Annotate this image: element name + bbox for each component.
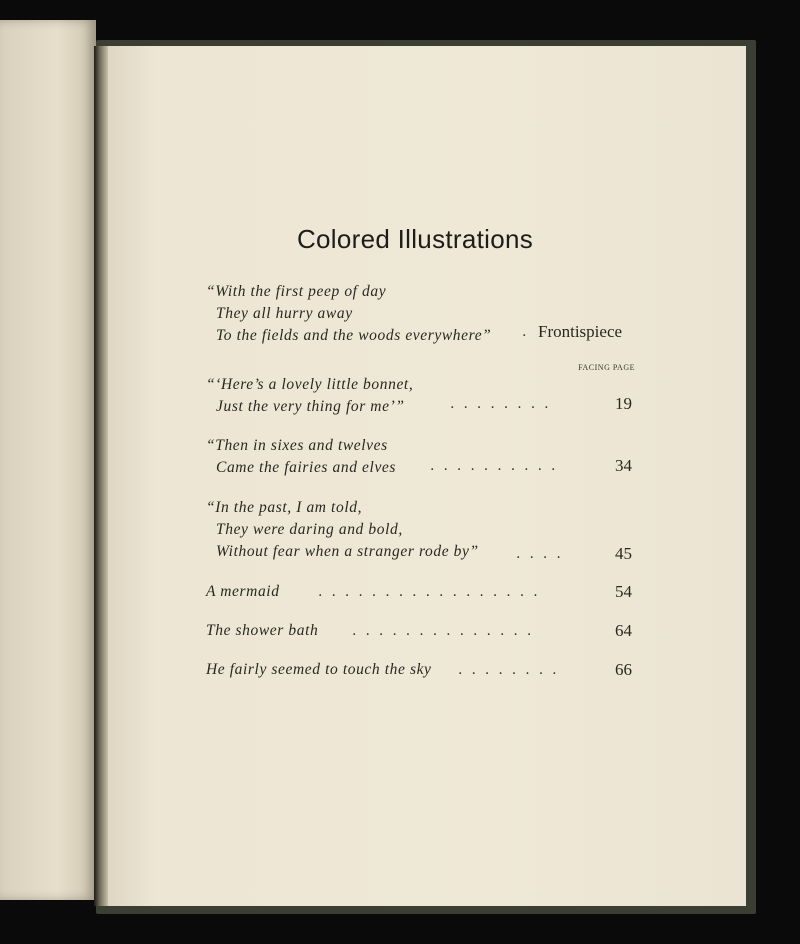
page-number: Frontispiece bbox=[538, 322, 623, 341]
page-number: 19 bbox=[615, 394, 632, 413]
caption-line: Came the fairies and elves bbox=[216, 459, 397, 476]
list-item bbox=[206, 620, 318, 642]
dot-leader: .............. bbox=[352, 623, 541, 639]
caption-line: They were daring and bold, bbox=[216, 521, 403, 538]
dot-leader: .... bbox=[516, 546, 570, 562]
book-gutter bbox=[94, 46, 108, 906]
list-item bbox=[206, 659, 432, 681]
caption-line: “Then in sixes and twelves bbox=[206, 437, 388, 454]
caption-line: “With the first peep of day bbox=[206, 283, 387, 300]
list-item bbox=[206, 581, 280, 603]
caption-line: “‘Here’s a lovely little bonnet, bbox=[206, 376, 414, 393]
caption-line: He fairly seemed to touch the sky bbox=[206, 661, 432, 678]
page-number: 64 bbox=[615, 621, 632, 640]
dot-leader: .......... bbox=[430, 458, 565, 474]
caption-line: To the fields and the woods everywhere” bbox=[216, 327, 492, 344]
page-number: 54 bbox=[615, 582, 632, 601]
list-item bbox=[206, 435, 396, 479]
list-item bbox=[206, 374, 413, 418]
dot-leader: . bbox=[522, 324, 536, 340]
caption-line: A mermaid bbox=[206, 583, 280, 600]
caption-line: “In the past, I am told, bbox=[206, 499, 363, 516]
dot-leader: ........ bbox=[458, 662, 566, 678]
page-title: Colored Illustrations bbox=[296, 224, 534, 254]
facing-page-label: FACING PAGE bbox=[578, 363, 635, 372]
left-page bbox=[0, 20, 96, 900]
dot-leader: ................. bbox=[318, 584, 547, 600]
list-item bbox=[206, 497, 479, 563]
page-number: 34 bbox=[615, 456, 632, 475]
dot-leader: ........ bbox=[450, 396, 558, 412]
caption-line: They all hurry away bbox=[216, 305, 353, 322]
list-item bbox=[206, 281, 491, 347]
page-number: 66 bbox=[615, 660, 632, 679]
caption-line: Without fear when a stranger rode by” bbox=[216, 543, 479, 560]
right-page bbox=[104, 46, 746, 906]
caption-line: Just the very thing for me’” bbox=[216, 398, 405, 415]
caption-line: The shower bath bbox=[206, 622, 319, 639]
page-number: 45 bbox=[615, 544, 632, 563]
